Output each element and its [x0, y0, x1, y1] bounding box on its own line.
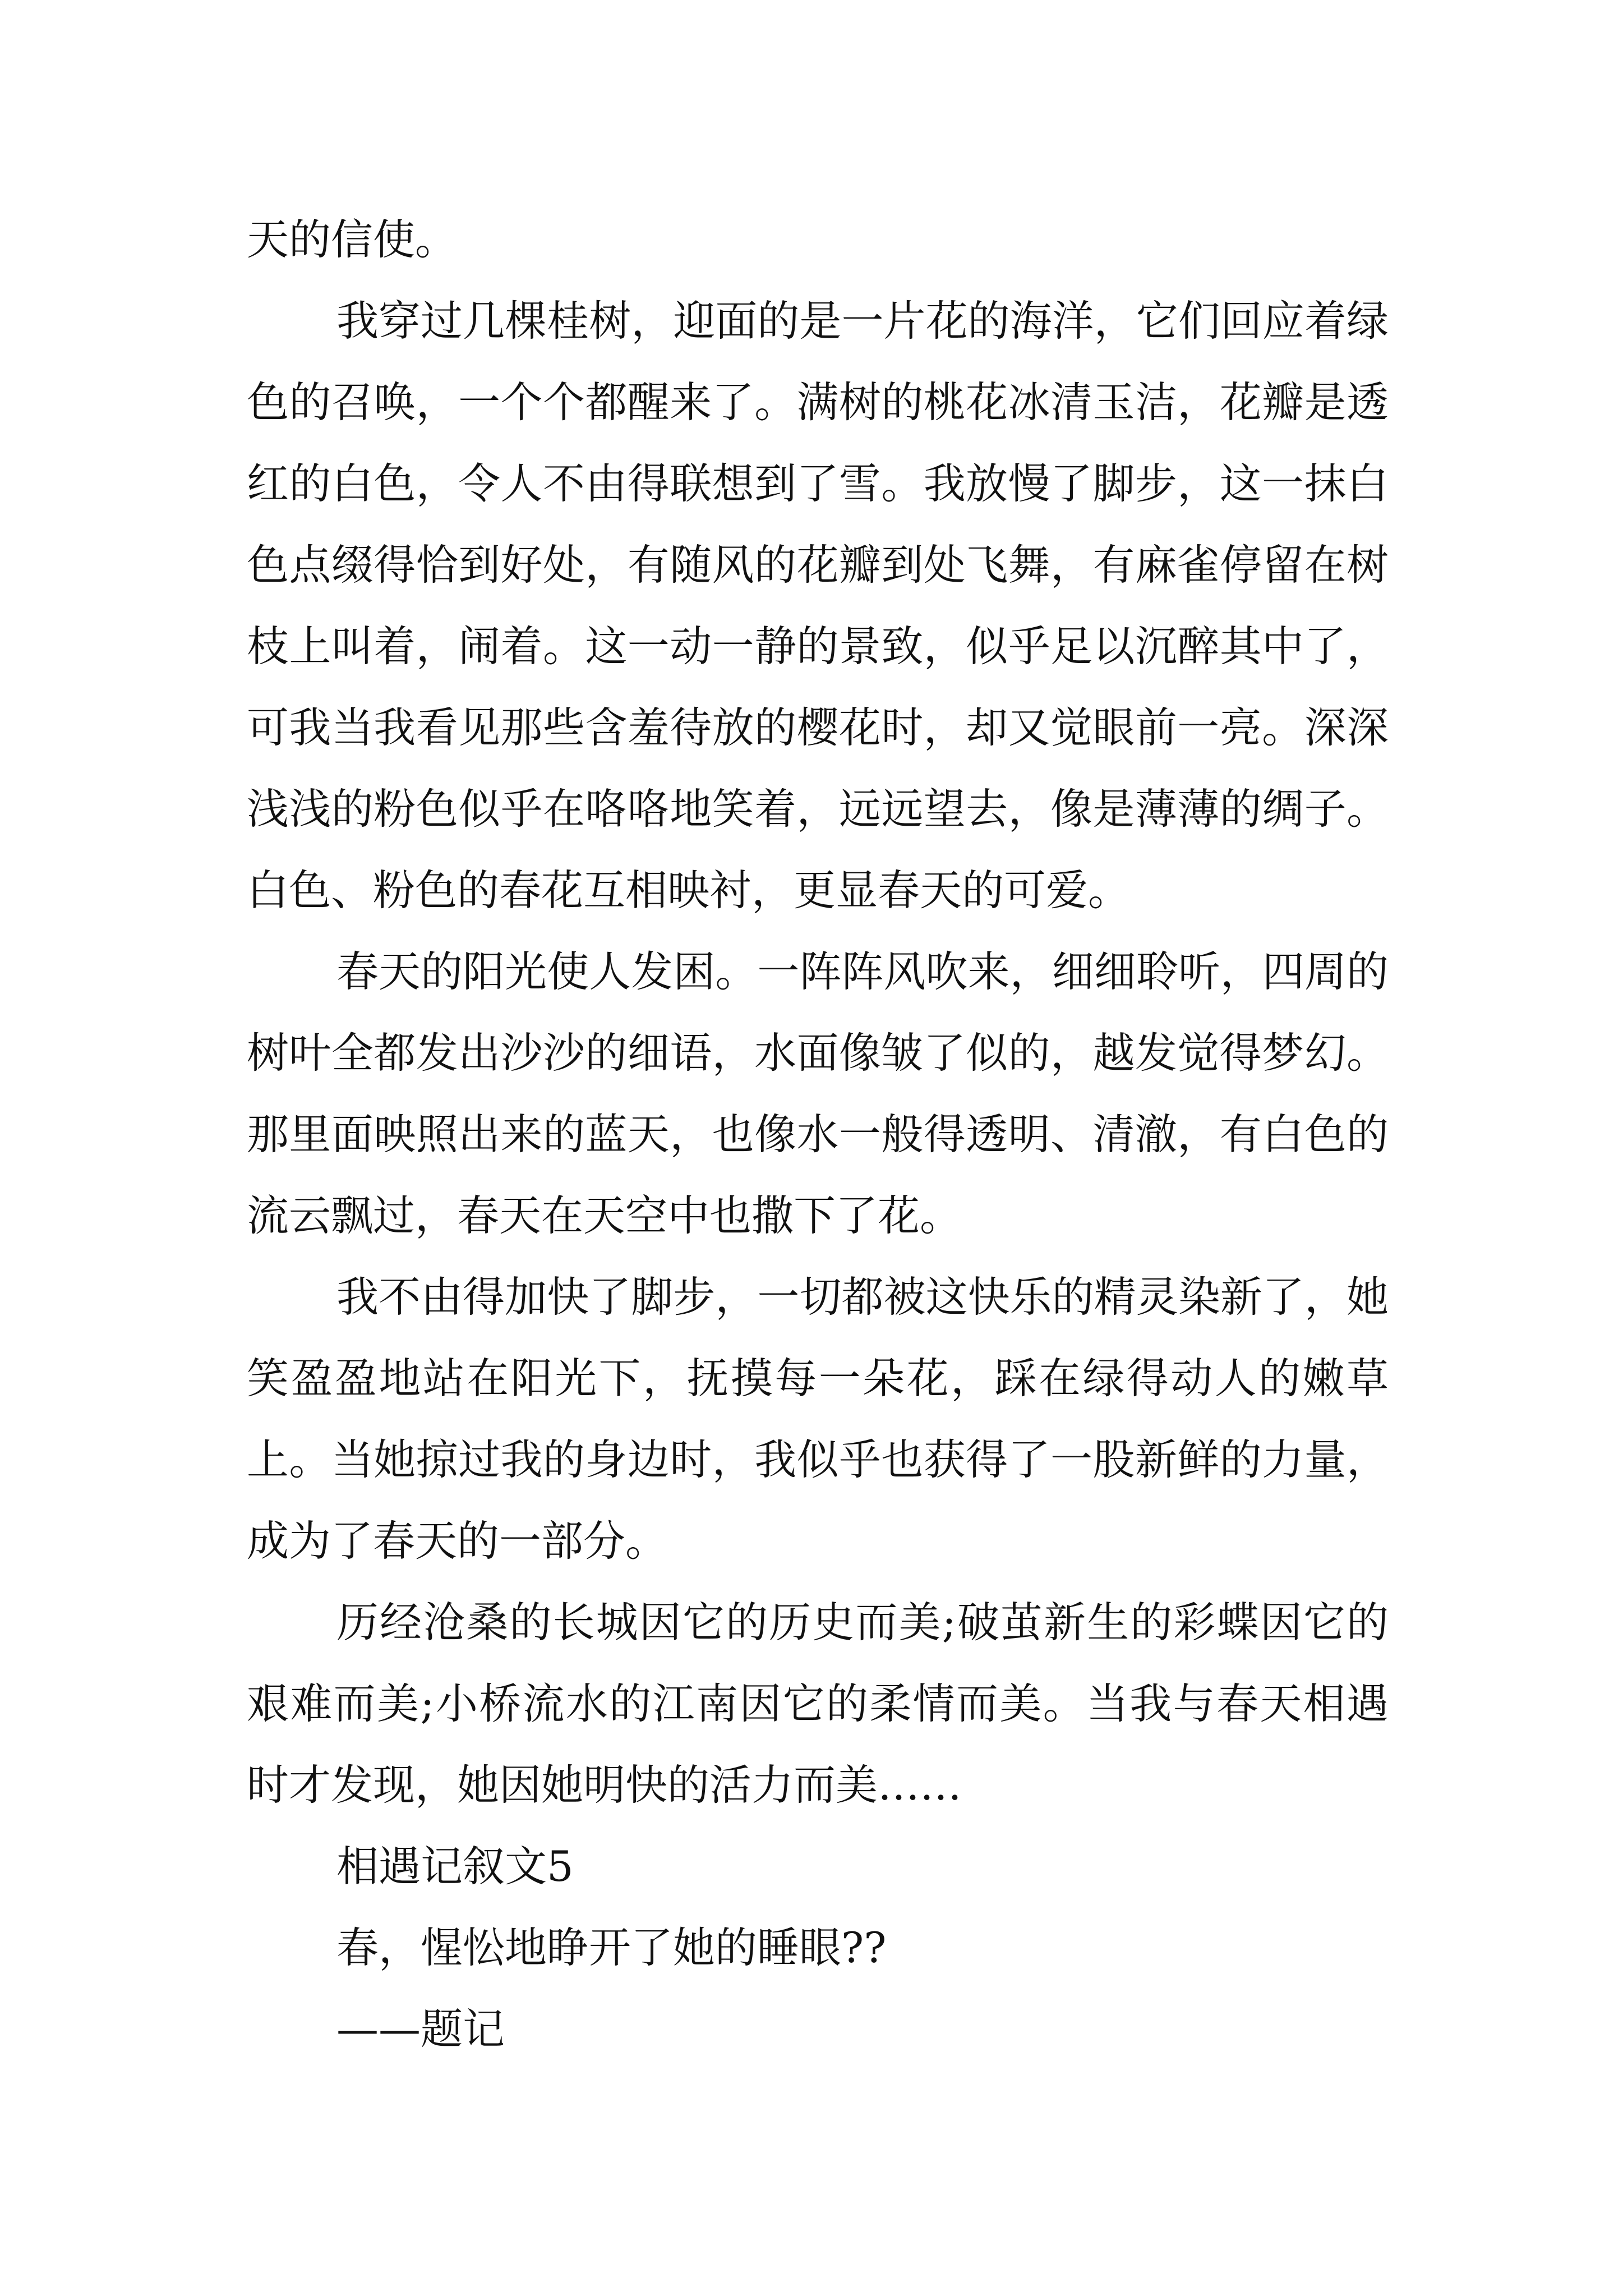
epigraph: ——题记 — [336, 2004, 505, 2054]
paragraph-continuation: 天的信使。 — [247, 215, 458, 264]
paragraph-quickening: 我不由得加快了脚步，一切都被这快乐的精灵染新了，她笑盈盈地站在阳光下，抚摸每一朵花，踩在绿得动人的嫩草上。当她掠过我的身边时，我似乎也获得了一股新鲜的力量，成为了春天的一部分。 — [247, 1272, 1389, 1566]
section-heading: 相遇记叙文5 — [336, 1842, 574, 1891]
document-body — [247, 199, 1389, 2070]
paragraph-sunlight: 春天的阳光使人发困。一阵阵风吹来，细细聆听，四周的树叶全都发出沙沙的细语，水面像皱了似的，越发觉得梦幻。那里面映照出来的蓝天，也像水一般得透明、清澈，有白色的流云飘过，春天在天空中也撒下了花。 — [247, 947, 1389, 1240]
paragraph-conclusion: 历经沧桑的长城因它的历史而美;破茧新生的彩蝶因它的艰难而美;小桥流水的江南因它的柔情而美。当我与春天相遇时才发现，她因她明快的活力而美…… — [247, 1598, 1389, 1810]
opening-line: 春，惺忪地睁开了她的睡眼?? — [336, 1923, 887, 1972]
paragraph-flowers: 我穿过几棵桂树，迎面的是一片花的海洋，它们回应着绿色的召唤，一个个都醒来了。满树的桃花冰清玉洁，花瓣是透红的白色，令人不由得联想到了雪。我放慢了脚步，这一抹白色点缀得恰到好处，有随风的花瓣到处飞舞，有麻雀停留在树枝上叫着，闹着。这一动一静的景致，似乎足以沉醉其中了，可我当我看见那些含羞待放的樱花时，却又觉眼前一亮。深深浅浅的粉色似乎在咯咯地笑着，远远望去，像是薄薄的绸子。白色、粉色的春花互相映衬，更显春天的可爱。 — [247, 296, 1389, 915]
